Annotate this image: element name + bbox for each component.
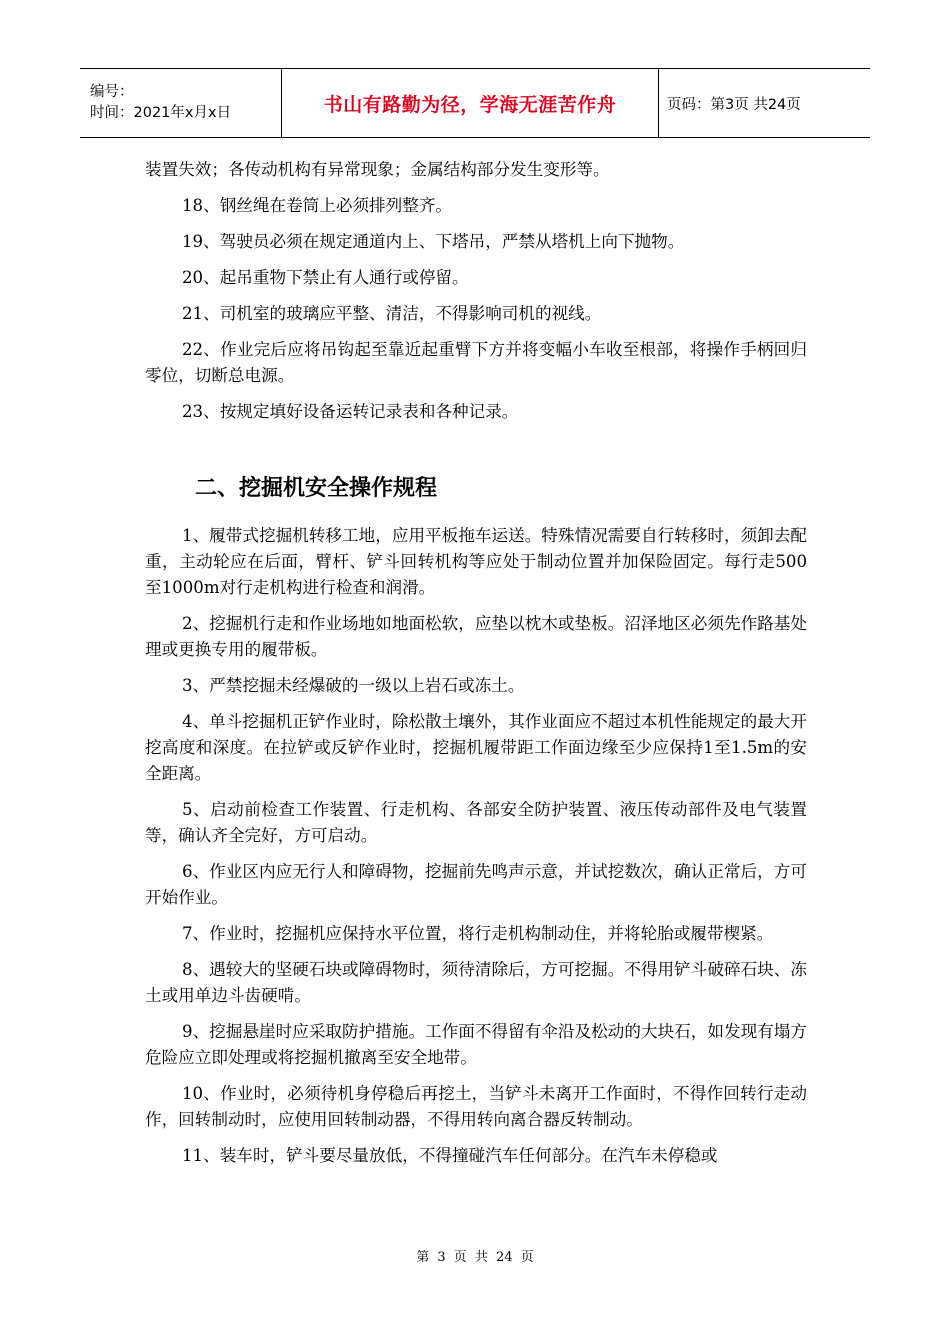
header-motto: 书山有路勤为径，学海无涯苦作舟 [281, 69, 659, 137]
page-footer: 第 3 页 共 24 页 [416, 1250, 534, 1265]
header-meta [80, 69, 281, 137]
page-header [80, 68, 870, 138]
paragraph: 5、启动前检查工作装置、行走机构、各部安全防护装置、液压传动部件及电气装置等，确认齐全完好，方可启动。 [145, 800, 807, 845]
paragraph: 11、装车时，铲斗要尽量放低，不得撞碰汽车任何部分。在汽车未停稳或 [182, 1146, 718, 1165]
paragraph: 6、作业区内应无行人和障碍物，挖掘前先鸣声示意，并试挖数次，确认正常后，方可开始作业。 [145, 862, 807, 907]
document-body [145, 157, 807, 1179]
header-page-info: 页码：第3页 共24页 [667, 96, 801, 113]
paragraph: 23、按规定填好设备运转记录表和各种记录。 [182, 402, 519, 421]
paragraph: 19、驾驶员必须在规定通道内上、下塔吊，严禁从塔机上向下抛物。 [182, 232, 685, 251]
paragraph: 18、钢丝绳在卷筒上必须排列整齐。 [182, 196, 453, 215]
paragraph: 1、履带式挖掘机转移工地，应用平板拖车运送。特殊情况需要自行转移时，须卸去配重，主动轮应在后面，臂杆、铲斗回转机构等应处于制动位置并加保险固定。每行走500至1000m对行走机构进行检查和润滑。 [145, 526, 807, 597]
paragraph: 21、司机室的玻璃应平整、清洁，不得影响司机的视线。 [182, 304, 602, 323]
paragraph: 20、起吊重物下禁止有人通行或停留。 [182, 268, 469, 287]
paragraph: 9、挖掘悬崖时应采取防护措施。工作面不得留有伞沿及松动的大块石，如发现有塌方危险应立即处理或将挖掘机撤离至安全地带。 [145, 1022, 807, 1067]
document-number: 编号： [90, 84, 134, 100]
paragraph: 8、遇较大的坚硬石块或障碍物时，须待清除后，方可挖掘。不得用铲斗破碎石块、冻土或用单边斗齿硬啃。 [145, 960, 807, 1005]
paragraph: 装置失效；各传动机构有异常现象；金属结构部分发生变形等。 [145, 160, 610, 179]
section-heading: 二、挖掘机安全操作规程 [195, 476, 438, 501]
document-time: 时间：2021年x月x日 [90, 105, 232, 121]
paragraph: 3、严禁挖掘未经爆破的一级以上岩石或冻土。 [182, 676, 525, 695]
paragraph: 4、单斗挖掘机正铲作业时，除松散土壤外，其作业面应不超过本机性能规定的最大开挖高度和深度。在拉铲或反铲作业时，挖掘机履带距工作面边缘至少应保持1至1.5m的安全距离。 [145, 712, 807, 783]
paragraph: 7、作业时，挖掘机应保持水平位置，将行走机构制动住，并将轮胎或履带楔紧。 [182, 924, 774, 943]
paragraph: 10、作业时，必须待机身停稳后再挖土，当铲斗未离开工作面时，不得作回转行走动作，回转制动时，应使用回转制动器，不得用转向离合器反转制动。 [145, 1084, 807, 1129]
paragraph: 22、作业完后应将吊钩起至靠近起重臂下方并将变幅小车收至根部，将操作手柄回归零位，切断总电源。 [145, 340, 807, 385]
paragraph: 2、挖掘机行走和作业场地如地面松软，应垫以枕木或垫板。沼泽地区必须先作路基处理或更换专用的履带板。 [145, 614, 807, 659]
